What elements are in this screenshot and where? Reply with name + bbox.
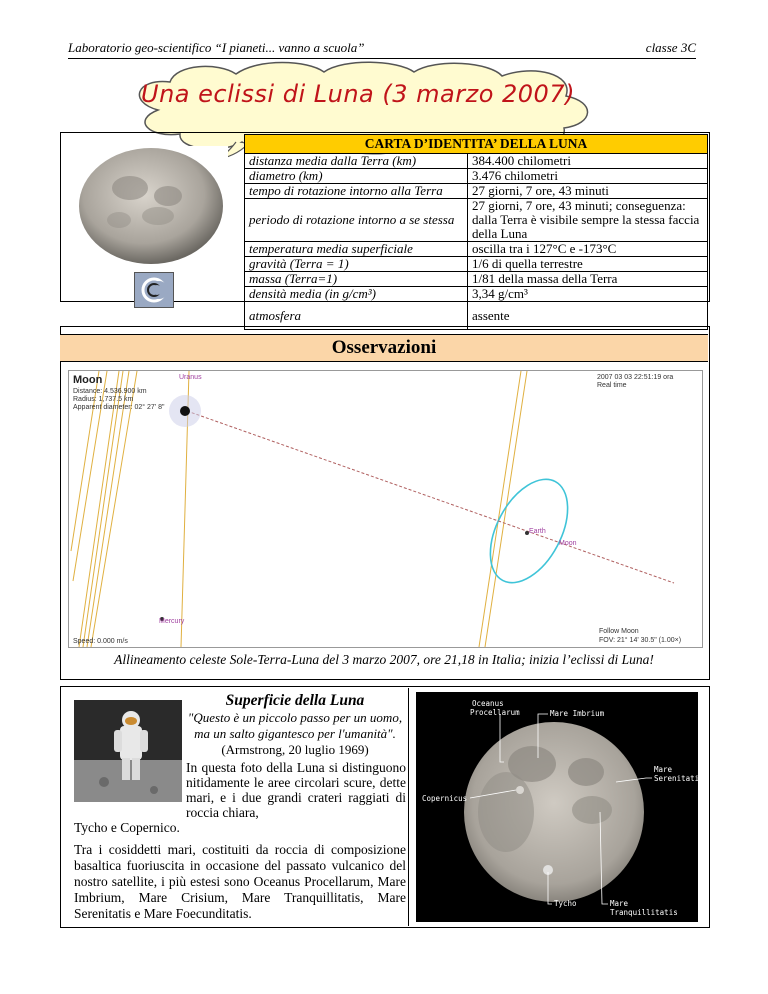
map-label-tycho: Tycho — [554, 899, 577, 908]
page-header — [68, 40, 696, 56]
identity-card-key: diametro (km) — [245, 169, 468, 184]
map-label-tranquillitatis-2: Tranquillitatis — [610, 908, 678, 917]
observations-caption: Allineamento celeste Sole-Terra-Luna del 3 marzo 2007, ore 21,18 in Italia; inizia l’eclissi di Luna! — [114, 652, 654, 667]
identity-card-heading: CARTA D’IDENTITA’ DELLA LUNA — [244, 134, 708, 154]
identity-card-value: 27 giorni, 7 ore, 43 minuti; conseguenza: dalla Terra è visibile sempre la stessa faccia della Luna — [468, 199, 708, 242]
column-divider — [408, 688, 409, 926]
moon-marker — [180, 406, 190, 416]
surface-paragraph-1 — [74, 760, 406, 835]
identity-card-key: periodo di rotazione intorno a se stessa — [245, 199, 468, 242]
moon-map-photo — [416, 692, 704, 922]
identity-card-key: temperatura media superficiale — [245, 242, 468, 257]
map-label-serenitatis-1: Mare — [654, 765, 673, 774]
identity-card-key: massa (Terra=1) — [245, 272, 468, 287]
identity-card-value: oscilla tra i 127°C e -173°C — [468, 242, 708, 257]
identity-card-row — [245, 199, 708, 242]
page-title: Una eclissi di Luna (3 marzo 2007) — [141, 80, 575, 108]
identity-card-value: 1/6 di quella terrestre — [468, 257, 708, 272]
identity-card-row — [245, 242, 708, 257]
map-label-serenitatis-2: Serenitatis — [654, 774, 704, 783]
identity-card-table — [244, 153, 708, 330]
header-right: classe 3C — [645, 40, 696, 55]
identity-card-value: 3,34 g/cm³ — [468, 287, 708, 302]
identity-card-key: tempo di rotazione intorno alla Terra — [245, 184, 468, 199]
moon-symbol-icon — [134, 272, 174, 308]
sky-follow: Follow Moon — [599, 628, 639, 635]
header-left: Laboratorio geo-scientifico “I pianeti... vanno a scuola” — [68, 40, 365, 55]
sky-realtime: Real time — [597, 382, 627, 389]
identity-card-value: 384.400 chilometri — [468, 154, 708, 169]
armstrong-quote: "Questo è un piccolo passo per un uomo, ma un salto gigantesco per l'umanità". — [187, 710, 403, 741]
label-moon: Moon — [559, 540, 577, 547]
surface-paragraph-2: Tra i cosiddetti mari, costituiti da roccia di composizione basaltica fuoriuscita in occasione del passato vulcanico del nostro satellite, i più estesi sono Oceanus Procellarum, Mare Imbrium, Mare Crisium, Mare Tranquillitatis, Mare Serenitatis e Mare Foecunditatis. — [74, 842, 406, 921]
map-label-tranquillitatis-1: Mare — [610, 899, 629, 908]
surface-paragraph-1-b: Tycho e Copernico. — [74, 820, 180, 835]
identity-card-row — [245, 184, 708, 199]
sky-title: Moon — [73, 374, 103, 386]
sky-info-distance: Distance: 4.536.900 km — [73, 388, 147, 395]
identity-card-value: 1/81 della massa della Terra — [468, 272, 708, 287]
map-label-oceanus-1: Oceanus — [472, 699, 504, 708]
label-earth: Earth — [529, 528, 546, 535]
identity-card-value: assente — [468, 302, 708, 330]
sky-info-diameter: Apparent diameter: 02° 27' 8" — [73, 404, 165, 411]
label-mercury: Mercury — [159, 618, 185, 625]
map-label-copernicus: Copernicus — [422, 794, 468, 803]
identity-card-key: densità media (in g/cm³) — [245, 287, 468, 302]
identity-card-value: 3.476 chilometri — [468, 169, 708, 184]
sky-simulation-screenshot — [68, 370, 703, 648]
identity-card-row — [245, 169, 708, 184]
identity-card-row — [245, 257, 708, 272]
identity-card-key: atmosfera — [245, 302, 468, 330]
sky-info-radius: Radius: 1,737.5 km — [73, 396, 134, 403]
full-moon-photo — [74, 146, 228, 266]
surface-paragraph-1-a: In questa foto della Luna si distinguono nitidamente le aree circolari scure, dette mari, e i due grandi crateri raggiati di roccia chiara, — [186, 760, 406, 820]
sky-datetime: 2007 03 03 22:51:19 ora — [597, 374, 674, 381]
sky-speed: Speed: 0.000 m/s — [73, 638, 128, 645]
identity-card-row — [245, 154, 708, 169]
identity-card-value: 27 giorni, 7 ore, 43 minuti — [468, 184, 708, 199]
identity-card-key: gravità (Terra = 1) — [245, 257, 468, 272]
map-label-imbrium: Mare Imbrium — [550, 709, 605, 718]
identity-card-key: distanza media dalla Terra (km) — [245, 154, 468, 169]
map-label-oceanus-2: Procellarum — [470, 708, 520, 717]
label-uranus: Uranus — [179, 374, 202, 381]
sky-fov: FOV: 21° 14' 30.5" (1.00×) — [599, 637, 682, 644]
quote-attribution: (Armstrong, 20 luglio 1969) — [221, 742, 369, 757]
surface-title: Superficie della Luna — [225, 692, 365, 709]
identity-card-row — [245, 272, 708, 287]
observations-heading: Osservazioni — [60, 334, 708, 362]
identity-card-row — [245, 287, 708, 302]
